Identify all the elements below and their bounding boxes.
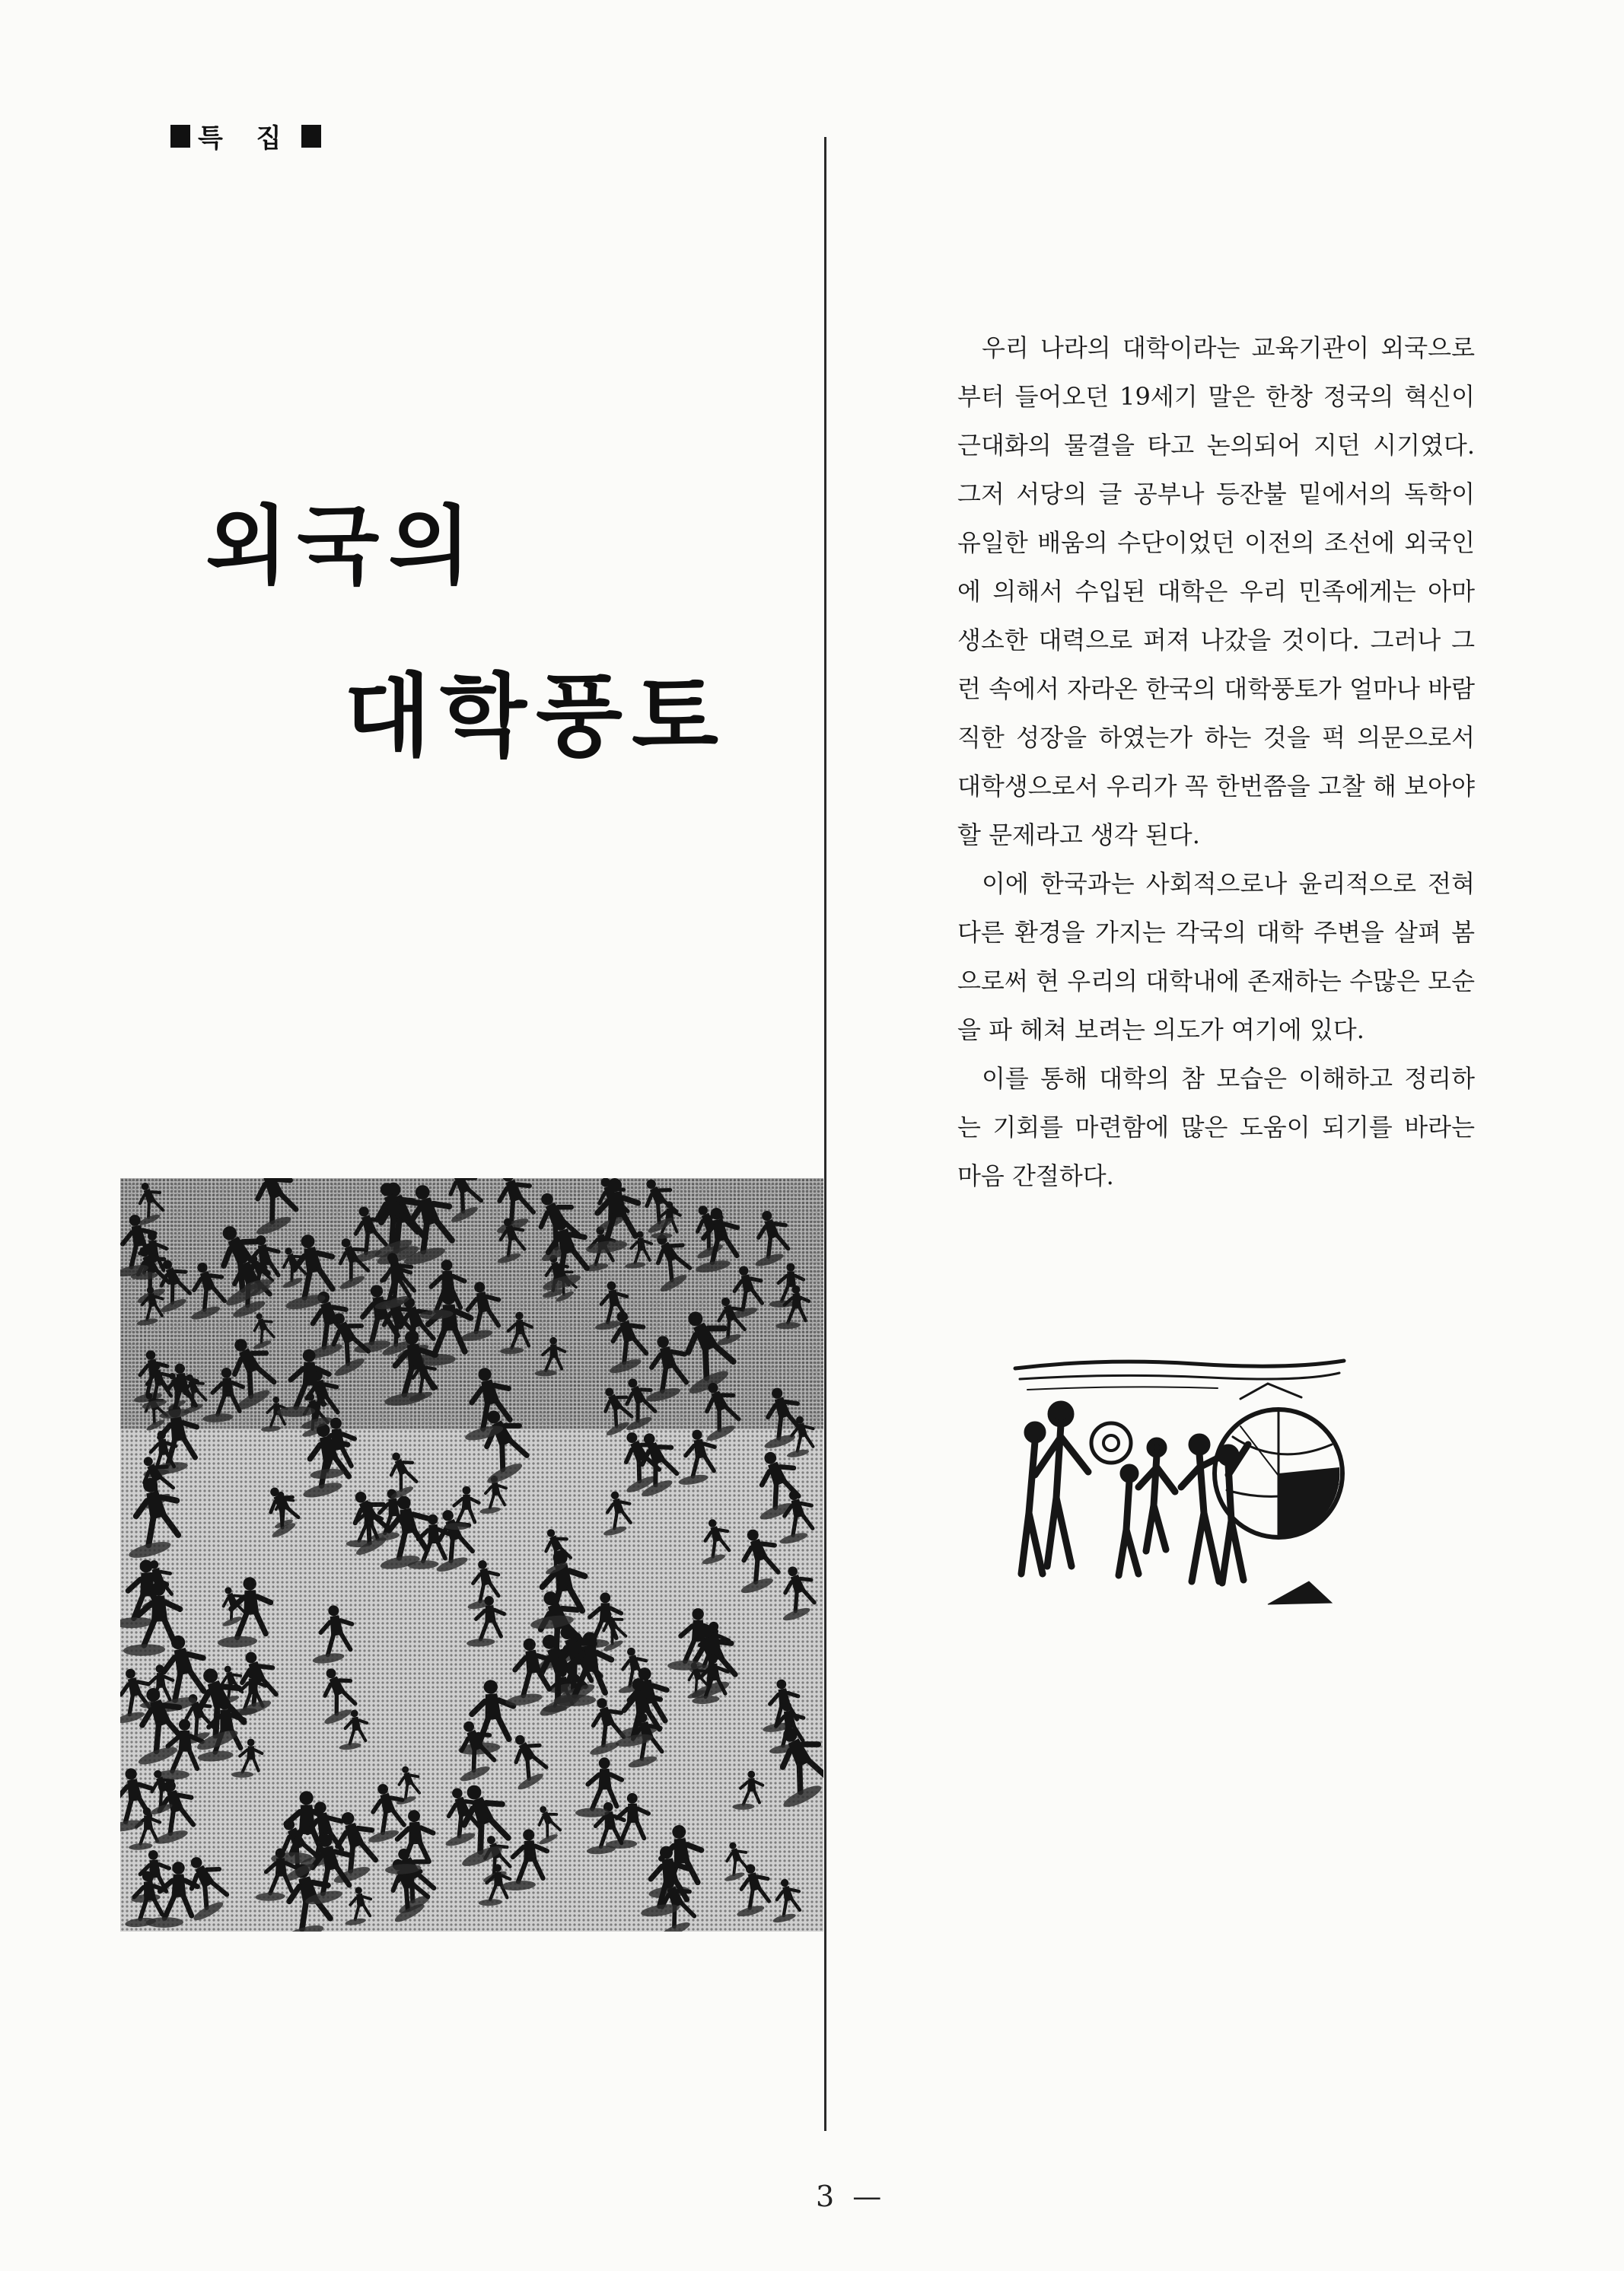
article-body: [957, 323, 1475, 1200]
article-title-line-1: 외국의: [205, 497, 480, 596]
page-number: 3 —: [816, 2180, 887, 2213]
campus-sketch-graphic: [1012, 1353, 1347, 1627]
body-paragraph: 이를 통해 대학의 참 모습은 이해하고 정리하는 기회를 마련함에 많은 도움이 되기를 바라는 마음 간절하다.: [957, 1064, 1475, 1190]
body-paragraph: 이에 한국과는 사회적으로나 윤리적으로 전혀 다른 환경을 가지는 각국의 대학 주변을 살펴 봄으로써 현 우리의 대학내에 존재하는 수많은 모순을 파 헤쳐 보려는 의도가 여기에 있다.: [957, 869, 1475, 1044]
article-title-line-2: 대학풍토: [344, 664, 728, 769]
body-paragraph: 우리 나라의 대학이라는 교육기관이 외국으로부터 들어오던 19세기 말은 한창 정국의 혁신이 근대화의 물결을 타고 논의되어 지던 시기였다. 그저 서당의 글 공부나 등잔불 밑에서의 독학이 유일한 배움의 수단이었던 이전의 조선에 외국인에 의해서 수입된 대학은 우리 민족에게는 아마 생소한 대력으로 퍼져 나갔을 것이다. 그러나 그런 속에서 자라온 한국의 대학풍토가 얼마나 바람직한 성장을 하였는가 하는 것을 퍽 의문으로서 대학생으로서 우리가 꼭 한번쯤을 고찰 해 보아야 할 문제라고 생각 된다.: [957, 333, 1475, 849]
section-label: [170, 117, 321, 154]
crowd-photo-graphic: [120, 1178, 823, 1932]
campus-sketch-illustration: [1012, 1353, 1347, 1627]
column-divider: [824, 137, 826, 2131]
section-label-text: 특 집: [198, 123, 294, 154]
crowd-photo: [120, 1178, 823, 1932]
black-square-icon: [301, 125, 321, 148]
black-square-icon: [170, 125, 190, 148]
